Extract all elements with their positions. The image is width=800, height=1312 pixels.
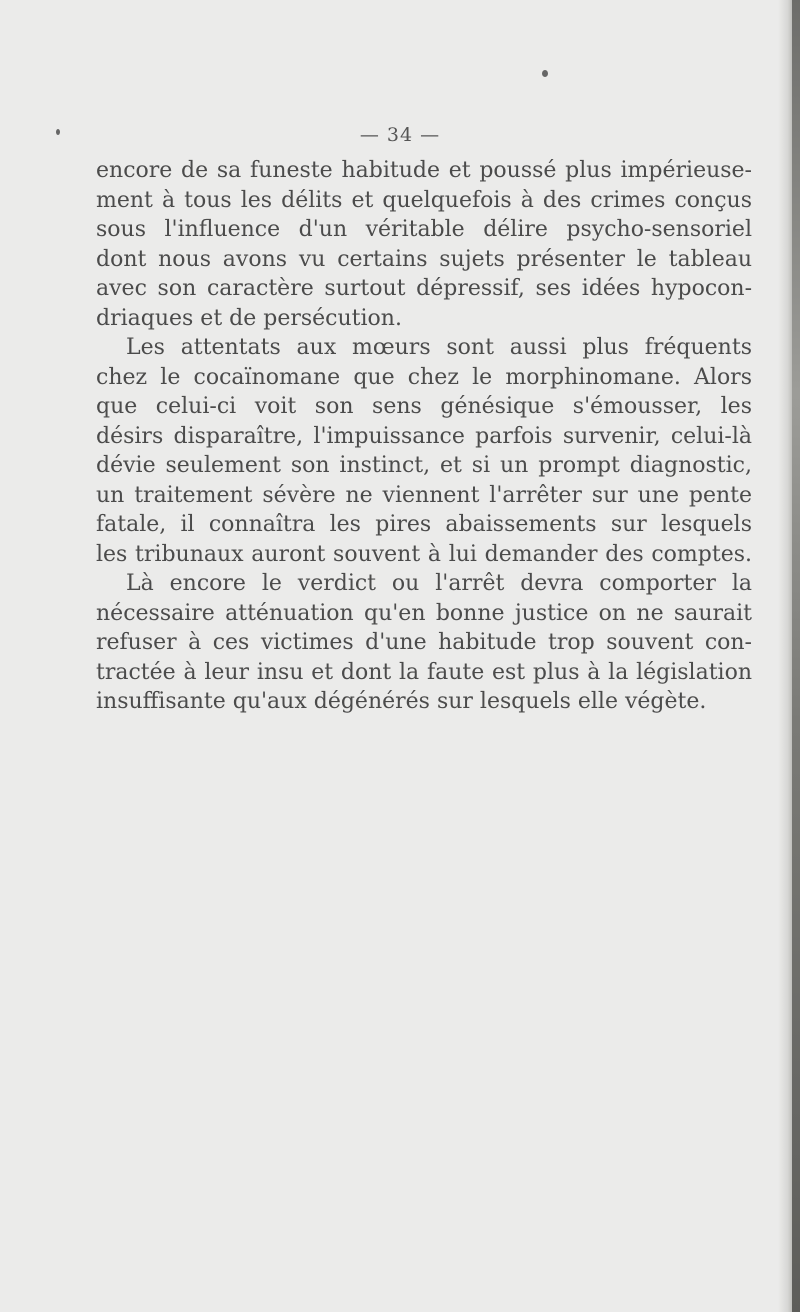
text-line: désirs disparaître, l'impuissance parfois survenir, celui-là <box>96 423 752 449</box>
text-line: fatale, il connaîtra les pires abaissements sur lesquels <box>96 512 752 537</box>
page-binding-edge <box>792 0 800 1312</box>
text-line: Là encore le verdict ou l'arrêt devra comporter la <box>126 571 752 596</box>
text-line: insuffisante qu'aux dégénérés sur lesquels elle végète. <box>96 689 707 714</box>
ink-speck <box>542 70 548 77</box>
text-line: nécessaire atténuation qu'en bonne justice on ne saurait <box>96 600 752 626</box>
text-line: un traitement sévère ne viennent l'arrêter sur une pente <box>96 482 752 508</box>
page-number: — 34 — <box>359 124 441 146</box>
text-line: avec son caractère surtout dépressif, ses idées hypocon- <box>96 276 752 301</box>
text-line: encore de sa funeste habitude et poussé plus impérieuse- <box>96 158 752 183</box>
text-line: dévie seulement son instinct, et si un prompt diagnostic, <box>96 453 752 478</box>
text-line: les tribunaux auront souvent à lui demander des comptes. <box>96 541 752 567</box>
text-line: driaques et de persécution. <box>96 305 402 331</box>
text-line: ment à tous les délits et quelquefois à des crimes conçus <box>96 187 752 213</box>
text-line: tractée à leur insu et dont la faute est plus à la législation <box>96 659 752 685</box>
text-line: Les attentats aux mœurs sont aussi plus fréquents <box>126 335 752 360</box>
text-line: chez le cocaïnomane que chez le morphinomane. Alors <box>96 364 752 390</box>
text-line: dont nous avons vu certains sujets présenter le tableau <box>96 246 752 272</box>
text-line: que celui-ci voit son sens génésique s'émousser, les <box>96 394 752 419</box>
text-line: refuser à ces victimes d'une habitude trop souvent con- <box>96 630 752 655</box>
text-line: sous l'influence d'un véritable délire psycho-sensoriel <box>96 217 752 242</box>
body-text <box>96 156 752 717</box>
